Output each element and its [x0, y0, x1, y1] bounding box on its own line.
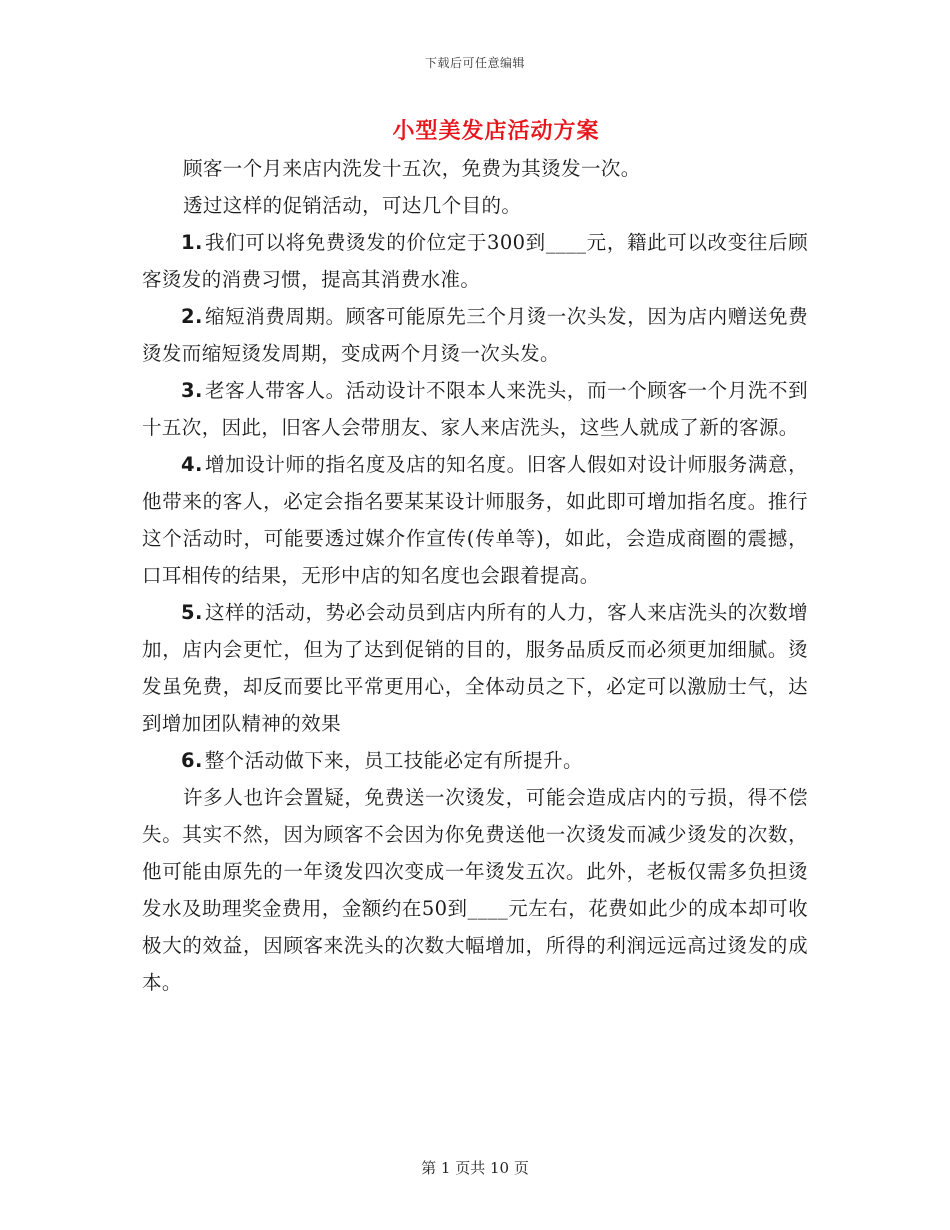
paragraph — [142, 594, 808, 742]
paragraph-number: 4. — [181, 453, 203, 476]
paragraph-text: 我们可以将免费烫发的价位定于300到____元，籍此可以改变往后顾客烫发的消费习惯，提高其消费水准。 — [142, 231, 808, 291]
paragraph-number: 2. — [181, 305, 203, 328]
paragraph-number: 6. — [181, 749, 203, 772]
paragraph-text: 增加设计师的指名度及店的知名度。旧客人假如对设计师服务满意，他带来的客人，必定会指名要某某设计师服务，如此即可增加指名度。推行这个活动时，可能要透过媒介作宣传(传单等)，如此，会造成商圈的震撼，口耳相传的结果，无形中店的知名度也会跟着提高。 — [142, 453, 808, 587]
paragraph-text: 许多人也许会置疑，免费送一次烫发，可能会造成店内的亏损，得不偿失。其实不然，因为顾客不会因为你免费送他一次烫发而减少烫发的次数，他可能由原先的一年烫发四次变成一年烫发五次。此外，老板仅需多负担烫发水及助理奖金费用，金额约在50到____元左右，花费如此少的成本却可收极大的效益，因顾客来洗头的次数大幅增加，所得的利润远远高过烫发的成本。 — [142, 786, 808, 994]
page-footer: 第 1 页共 10 页 — [421, 1159, 529, 1177]
paragraph-number: 1. — [181, 231, 203, 254]
paragraph-text: 整个活动做下来，员工技能必定有所提升。 — [204, 749, 583, 772]
paragraph-text: 这样的活动，势必会动员到店内所有的人力，客人来店洗头的次数增加，店内会更忙，但为了达到促销的目的，服务品质反而必须更加细腻。烫发虽免费，却反而要比平常更用心，全体动员之下，必定可以激励士气，达到增加团队精神的效果 — [142, 601, 808, 735]
paragraph-number: 3. — [181, 379, 203, 402]
paragraph — [142, 779, 808, 1001]
paragraph — [142, 298, 808, 372]
paragraph-text: 缩短消费周期。顾客可能原先三个月烫一次头发，因为店内赠送免费烫发而缩短烫发周期，变成两个月烫一次头发。 — [142, 305, 808, 365]
document-body — [142, 150, 808, 1001]
paragraph-text: 顾客一个月来店内洗发十五次，免费为其烫发一次。 — [183, 157, 641, 180]
paragraph — [142, 187, 808, 224]
page-header: 下载后可任意编辑 — [424, 56, 525, 70]
paragraph-text: 老客人带客人。活动设计不限本人来洗头，而一个顾客一个月洗不到十五次，因此，旧客人会带朋友、家人来店洗头，这些人就成了新的客源。 — [142, 379, 808, 439]
paragraph — [142, 224, 808, 298]
paragraph — [142, 372, 808, 446]
paragraph-number: 5. — [181, 601, 203, 624]
paragraph — [142, 150, 808, 187]
paragraph — [142, 446, 808, 594]
paragraph — [142, 742, 808, 779]
paragraph-text: 透过这样的促销活动，可达几个目的。 — [183, 194, 522, 217]
document-title: 小型美发店活动方案 — [392, 119, 600, 144]
